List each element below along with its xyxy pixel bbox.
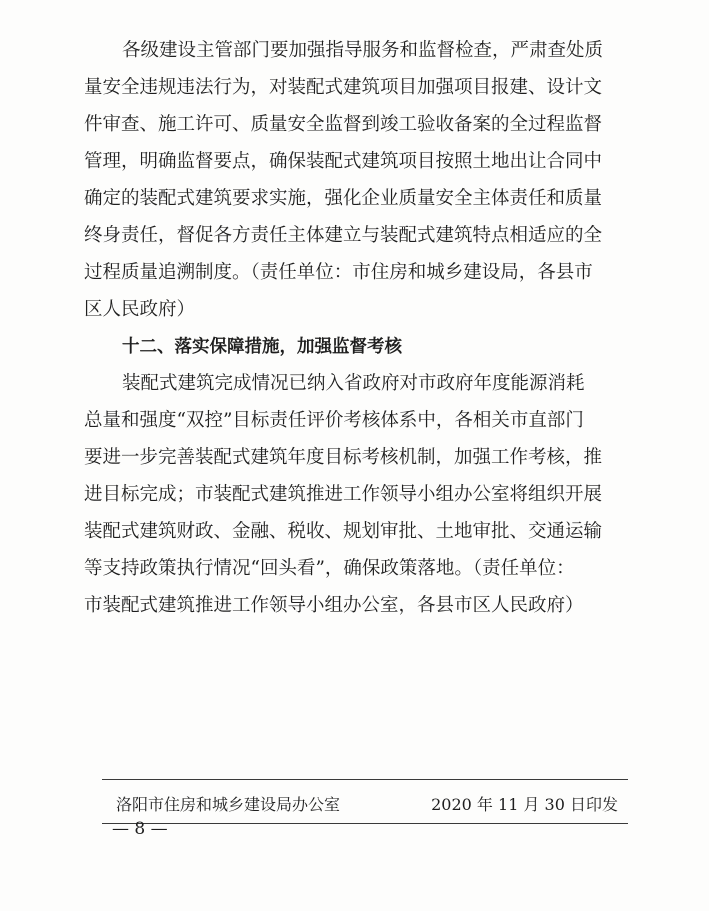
paragraph-line: 各级建设主管部门要加强指导服务和监督检查，严肃查处质 (122, 40, 604, 61)
paragraph-line: 等支持政策执行情况“回头看”，确保政策落地。（责任单位： (84, 558, 575, 579)
paragraph-line: 管理，明确监督要点，确保装配式建筑项目按照土地出让合同中 (84, 151, 603, 172)
section-heading: 十二、落实保障措施，加强监督考核 (122, 337, 402, 357)
paragraph-line: 市装配式建筑推进工作领导小组办公室，各县市区人民政府） (84, 595, 584, 616)
paragraph-line: 进目标完成；市装配式建筑推进工作领导小组办公室将组织开展 (84, 484, 603, 505)
paragraph-line: 量安全违规违法行为，对装配式建筑项目加强项目报建、设计文 (84, 77, 603, 98)
footer-print-date: 2020 年 11 月 30 日印发 (431, 795, 618, 814)
paragraph-line: 要进一步完善装配式建筑年度目标考核机制，加强工作考核，推 (84, 447, 603, 468)
paragraph-line: 装配式建筑完成情况已纳入省政府对市政府年度能源消耗 (122, 373, 585, 394)
paragraph-line: 总量和强度“双控”目标责任评价考核体系中，各相关市直部门 (84, 410, 584, 431)
paragraph-line: 装配式建筑财政、金融、税收、规划审批、土地审批、交通运输 (84, 521, 603, 542)
paragraph-line: 件审查、施工许可、质量安全监督到竣工验收备案的全过程监督 (84, 114, 603, 135)
paragraph-line: 确定的装配式建筑要求实施，强化企业质量安全主体责任和质量 (84, 188, 603, 209)
footer-bottom-rule (102, 823, 628, 824)
paragraph-line: 过程质量追溯制度。（责任单位：市住房和城乡建设局，各县市 (84, 262, 593, 283)
page-number: — 8 — (112, 819, 168, 839)
footer-top-rule (102, 779, 628, 780)
paragraph-line: 终身责任，督促各方责任主体建立与装配式建筑特点相适应的全 (84, 225, 603, 246)
footer-issuer: 洛阳市住房和城乡建设局办公室 (116, 795, 341, 814)
paragraph-line: 区人民政府） (84, 299, 196, 320)
